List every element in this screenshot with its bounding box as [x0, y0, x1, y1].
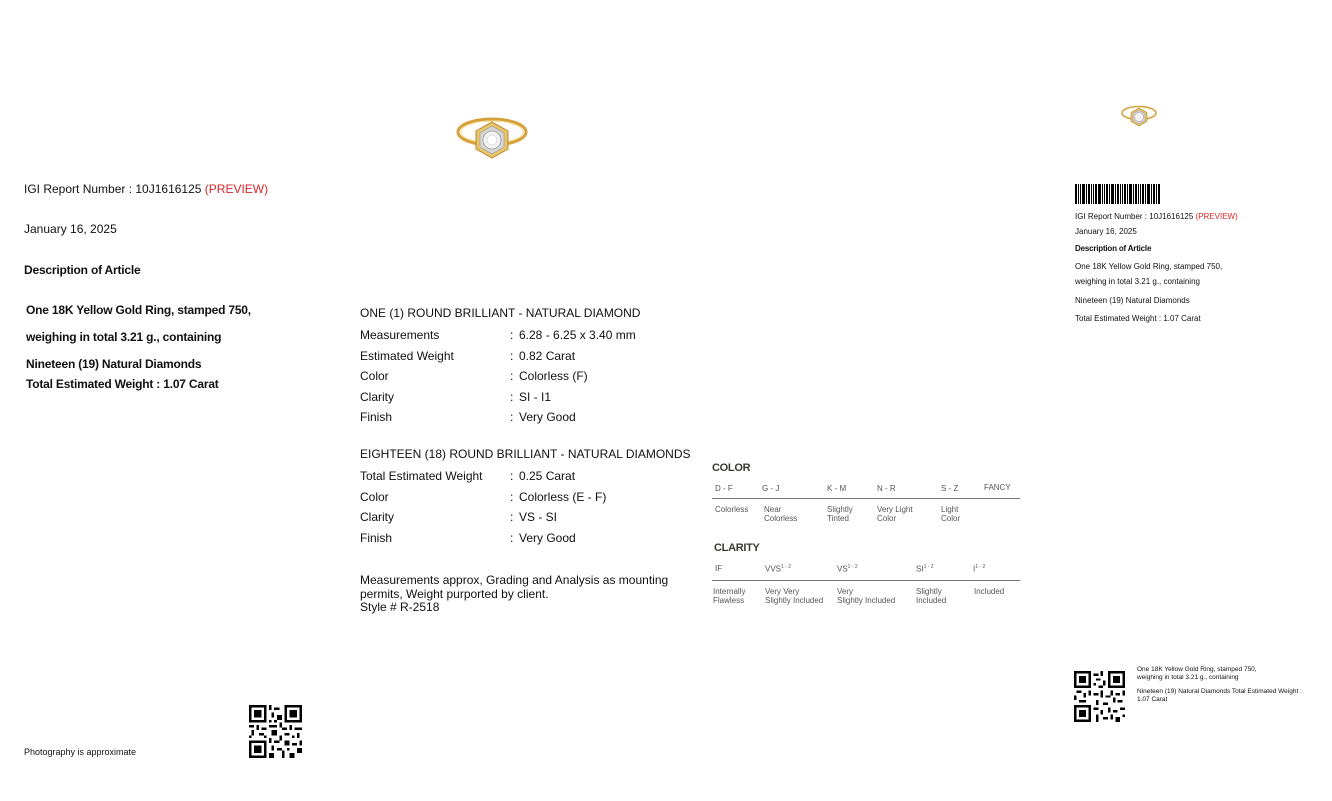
clarity-scale-title: CLARITY: [714, 542, 760, 554]
color-label-line: Tinted: [827, 514, 849, 523]
summary-preview-badge: (PREVIEW): [1195, 212, 1238, 221]
color-scale-divider: [712, 498, 1020, 499]
clarity-label-line: Slightly Included: [837, 596, 896, 605]
clarity-label-line: Included: [974, 587, 1005, 596]
grading-colon: :: [510, 328, 514, 342]
summary-date: January 16, 2025: [1075, 227, 1137, 236]
grading-label: Clarity: [360, 510, 395, 524]
qr-note-line: One 18K Yellow Gold Ring, stamped 750,: [1137, 666, 1257, 673]
clarity-label-line: Very Very: [765, 587, 800, 596]
color-grade: K - M: [827, 484, 847, 493]
comments-line: Measurements approx, Grading and Analysis as mounting: [360, 573, 669, 587]
color-grade-label: [827, 505, 853, 523]
color-grade: G - J: [762, 484, 780, 493]
grading-row: [360, 390, 690, 411]
summary-report-number: [1075, 212, 1238, 221]
description-line: Nineteen (19) Natural Diamonds: [26, 357, 202, 371]
clarity-grade-base: IF: [715, 564, 723, 573]
clarity-grade-label: [837, 587, 895, 605]
color-label-line: Light: [941, 505, 959, 514]
grading-colon: :: [510, 369, 514, 383]
clarity-label-line: Flawless: [713, 596, 745, 605]
color-label-line: Near: [764, 505, 782, 514]
grading-label: Estimated Weight: [360, 348, 454, 363]
qr-note-line: 1.07 Carat: [1137, 696, 1168, 703]
clarity-grade: [973, 564, 985, 574]
clarity-label-line: Internally: [713, 587, 746, 596]
clarity-grade-base: VVS: [765, 564, 782, 574]
total-weight: Total Estimated Weight : 1.07 Carat: [26, 377, 219, 391]
color-grade-label: [764, 505, 797, 523]
side-stones-title: EIGHTEEN (18) ROUND BRILLIANT - NATURAL DIAMONDS: [360, 447, 691, 461]
summary-total-weight: Total Estimated Weight : 1.07 Carat: [1075, 314, 1201, 323]
grading-row: [360, 510, 690, 531]
clarity-grade-label: [713, 587, 745, 605]
clarity-grade-sup: 1 - 2: [975, 564, 986, 570]
report-number: [24, 182, 268, 196]
description-heading: Description of Article: [24, 263, 141, 277]
grading-value: 0.82 Carat: [519, 348, 576, 363]
clarity-label-line: Slightly Included: [765, 596, 824, 605]
summary-description-heading: Description of Article: [1075, 244, 1152, 253]
color-grade-label: [941, 505, 960, 523]
center-stone-title: ONE (1) ROUND BRILLIANT - NATURAL DIAMOND: [360, 306, 641, 320]
description-line: weighing in total 3.21 g., containing: [26, 330, 222, 344]
clarity-grade-base: VS: [837, 564, 848, 574]
qr-note-line: Nineteen (19) Natural Diamonds Total Estimated Weight :: [1137, 688, 1302, 695]
grading-label: Finish: [360, 410, 393, 424]
comments: [360, 574, 690, 615]
clarity-grade-base: SI: [916, 564, 924, 574]
summary-report-label: IGI Report Number : 10J1616125: [1075, 212, 1194, 221]
color-grade-label: [715, 505, 748, 514]
grading-colon: :: [510, 469, 514, 483]
clarity-grade-sup: 1 - 2: [847, 564, 858, 570]
side-stones-grading: [360, 469, 690, 551]
grading-colon: :: [510, 348, 514, 363]
grading-label: Color: [360, 489, 389, 504]
grading-label: Total Estimated Weight: [360, 469, 483, 483]
grading-colon: :: [510, 530, 514, 545]
grading-label: Clarity: [360, 389, 395, 404]
grading-row: [360, 490, 690, 511]
clarity-grade-base: I: [973, 564, 976, 574]
grading-row: [360, 410, 690, 431]
grading-label: Measurements: [360, 328, 440, 342]
color-label-line: Colorless: [764, 514, 798, 523]
style-number: Style # R-2518: [360, 600, 440, 614]
color-label-line: Very Light: [877, 505, 913, 514]
clarity-grade-sup: 1 - 2: [923, 564, 934, 570]
color-grade: N - R: [877, 484, 896, 493]
clarity-grade-label: [765, 587, 823, 605]
color-grade: FANCY: [984, 483, 1011, 492]
color-label-line: Colorless: [715, 505, 749, 514]
ring-thumbnail: [1118, 101, 1160, 135]
grading-value: Very Good: [519, 530, 576, 545]
grading-colon: :: [510, 389, 514, 404]
clarity-grade: [715, 564, 722, 573]
qr-note: [1137, 666, 1327, 704]
description-line: One 18K Yellow Gold Ring, stamped 750,: [26, 303, 251, 317]
clarity-label-line: Very: [837, 587, 854, 596]
color-grade: S - Z: [941, 484, 959, 493]
qr-code-small[interactable]: [1074, 671, 1125, 722]
clarity-label-line: Included: [916, 596, 947, 605]
photo-note: Photography is approximate: [24, 747, 137, 757]
grading-colon: :: [510, 489, 514, 504]
clarity-grade: [916, 564, 934, 574]
grading-value: 0.25 Carat: [519, 469, 576, 483]
color-grade-label: [877, 505, 913, 523]
grading-value: Colorless (F): [519, 369, 588, 383]
report-number-label: IGI Report Number : 10J1616125: [24, 182, 202, 196]
grading-colon: :: [510, 510, 514, 524]
qr-code[interactable]: [249, 705, 302, 758]
grading-value: Colorless (E - F): [519, 489, 607, 504]
barcode: [1075, 184, 1177, 204]
grading-row: [360, 531, 690, 552]
qr-note-line: weighing in total 3.21 g., containing: [1137, 674, 1239, 681]
grading-label: Color: [360, 369, 389, 383]
clarity-grade: [837, 564, 858, 574]
grading-value: 6.28 - 6.25 x 3.40 mm: [519, 328, 636, 342]
color-label-line: Slightly: [827, 505, 853, 514]
preview-badge: (PREVIEW): [204, 182, 269, 196]
summary-description-line: weighing in total 3.21 g., containing: [1075, 277, 1200, 286]
grading-colon: :: [510, 410, 514, 424]
grading-value: VS - SI: [519, 510, 558, 524]
clarity-grade-sup: 1 - 2: [781, 564, 792, 570]
ring-photo: [450, 108, 534, 172]
grading-row: [360, 369, 690, 390]
grading-row: [360, 469, 690, 490]
comments-line: permits, Weight purported by client.: [360, 586, 549, 601]
clarity-grade: [765, 564, 791, 574]
color-grade: D - F: [715, 484, 733, 493]
grading-label: Finish: [360, 530, 393, 545]
grading-row: [360, 349, 690, 370]
summary-description-line: One 18K Yellow Gold Ring, stamped 750,: [1075, 262, 1223, 271]
color-scale-title: COLOR: [712, 462, 751, 474]
clarity-grade-label: [916, 587, 946, 605]
clarity-scale-divider: [712, 580, 1020, 581]
grading-row: [360, 328, 690, 349]
clarity-label-line: Slightly: [916, 587, 942, 596]
color-label-line: Color: [941, 514, 961, 523]
clarity-grade-label: [974, 587, 1004, 596]
color-label-line: Color: [877, 514, 897, 523]
summary-description-line: Nineteen (19) Natural Diamonds: [1075, 296, 1190, 305]
grading-value: SI - I1: [519, 389, 552, 404]
grading-value: Very Good: [519, 410, 576, 424]
report-date: January 16, 2025: [24, 222, 117, 236]
center-stone-grading: [360, 328, 690, 431]
description-text: [26, 297, 326, 378]
